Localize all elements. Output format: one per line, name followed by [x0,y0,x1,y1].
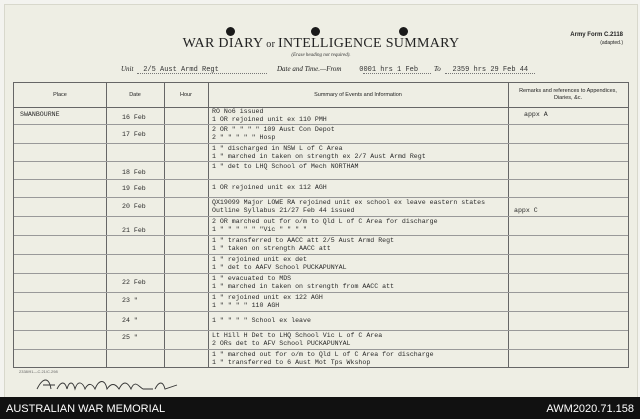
unit-underline [137,73,267,74]
entry-line: 1 " evacuated to MDS [212,275,292,282]
from-underline [363,73,431,74]
entry-line: 1 " rejoined unit ex det [212,256,307,263]
remark-cell: appx A [524,111,548,118]
remark-cell: appx C [514,207,538,214]
entry-line: 1 " marched out for o/m to Qld L of C Area for discharge [212,351,434,358]
date-cell: 18 Feb [122,169,146,176]
date-cell: 21 Feb [122,227,146,234]
header-hour: Hour [180,91,192,98]
entry-line: 1 " rejoined unit ex 122 AGH [212,294,323,301]
unit-label: Unit 2/5 Aust Armd Regt [121,65,219,74]
entry-line: 1 " taken on strength AACC att [212,245,331,252]
entry-line: 1 OR rejoined unit ex 110 PMH [212,116,327,123]
date-cell: 17 Feb [122,131,146,138]
header-remarks: Remarks and references to Appendices, Diaries, &c. [519,88,617,101]
date-cell: 24 " [122,317,138,324]
date-cell: 23 " [122,297,138,304]
form-title: WAR DIARY or INTELLIGENCE SUMMARY [182,36,460,51]
date-cell: 25 " [122,334,138,341]
unit-value: 2/5 Aust Armd Regt [143,66,219,74]
entry-line: Outline Syllabus 21/27 Feb 44 issued [212,207,355,214]
entry-line: QX19099 Major LOWE RA rejoined unit ex school ex leave eastern states [212,199,486,206]
entry-line: 1 " marched in taken on strength from AACC att [212,283,395,290]
handwritten-signature [35,375,185,396]
entry-line: 1 OR rejoined unit ex 112 AGH [212,184,327,191]
diary-sheet [4,4,638,398]
to-underline [445,73,535,74]
date-cell: 19 Feb [122,185,146,192]
archive-footer [0,397,640,419]
entry-line: 1 " transferred to AACC att 2/5 Aust Armd Regt [212,237,395,244]
entry-line: 2 " " " " " Hosp [212,134,276,141]
entry-line: 1 " " " " " "Vic " " " " [212,226,307,233]
punch-hole-left [226,27,235,36]
datetime-label: Date and Time.—From 0001 hrs 1 Feb [277,65,419,74]
header-summary: Summary of Events and Information [314,91,402,98]
entry-line: 1 " marched in taken on strength ex 2/7 Aust Armd Regt [212,153,426,160]
footer-reference: AWM2020.71.158 [546,403,634,415]
diary-table [13,82,629,368]
entry-line: 1 " det to AAFV School PUCKAPUNYAL [212,264,347,271]
place-cell: SWANBOURNE [20,111,60,118]
header-date: Date [129,91,141,98]
date-cell: 20 Feb [122,203,146,210]
punch-hole-right [399,27,408,36]
entry-line: 1 " det to LHQ School of Mech NORTHAM [212,163,359,170]
header-place: Place [53,91,67,98]
date-cell: 22 Feb [122,279,146,286]
form-subnote: (Erase heading not required). [291,53,351,58]
entry-line: 2 OR " " " " 109 Aust Con Depot [212,126,335,133]
date-cell: 16 Feb [122,114,146,121]
entry-line: 1 " discharged in NSW L of C Area [212,145,343,152]
punch-hole-middle [311,27,320,36]
entry-line: RO No6 issued [212,108,264,115]
entry-line: 2 ORs det to AFV School PUCKAPUNYAL [212,340,351,347]
print-stamp: 2338/91—C.21/C.298 [19,369,58,374]
entry-line: 2 OR marched out for o/m to Qld L of C Area for discharge [212,218,438,225]
entry-line: 1 " " " " 110 AGH [212,302,280,309]
to-value: 2359 hrs 29 Feb 44 [452,66,529,74]
footer-archive-name: AUSTRALIAN WAR MEMORIAL [6,403,166,415]
to-label: To 2359 hrs 29 Feb 44 [434,65,529,74]
entry-line: 1 " transferred to 6 Aust Mot Tps Wkshop [212,359,371,366]
entry-line: Lt Hill H Det to LHQ School Vic L of C Area [212,332,383,339]
entry-line: 1 " " " " School ex leave [212,317,311,324]
from-value: 0001 hrs 1 Feb [359,66,419,74]
form-number: Army Form C.2118 (adapted.) [570,32,623,46]
